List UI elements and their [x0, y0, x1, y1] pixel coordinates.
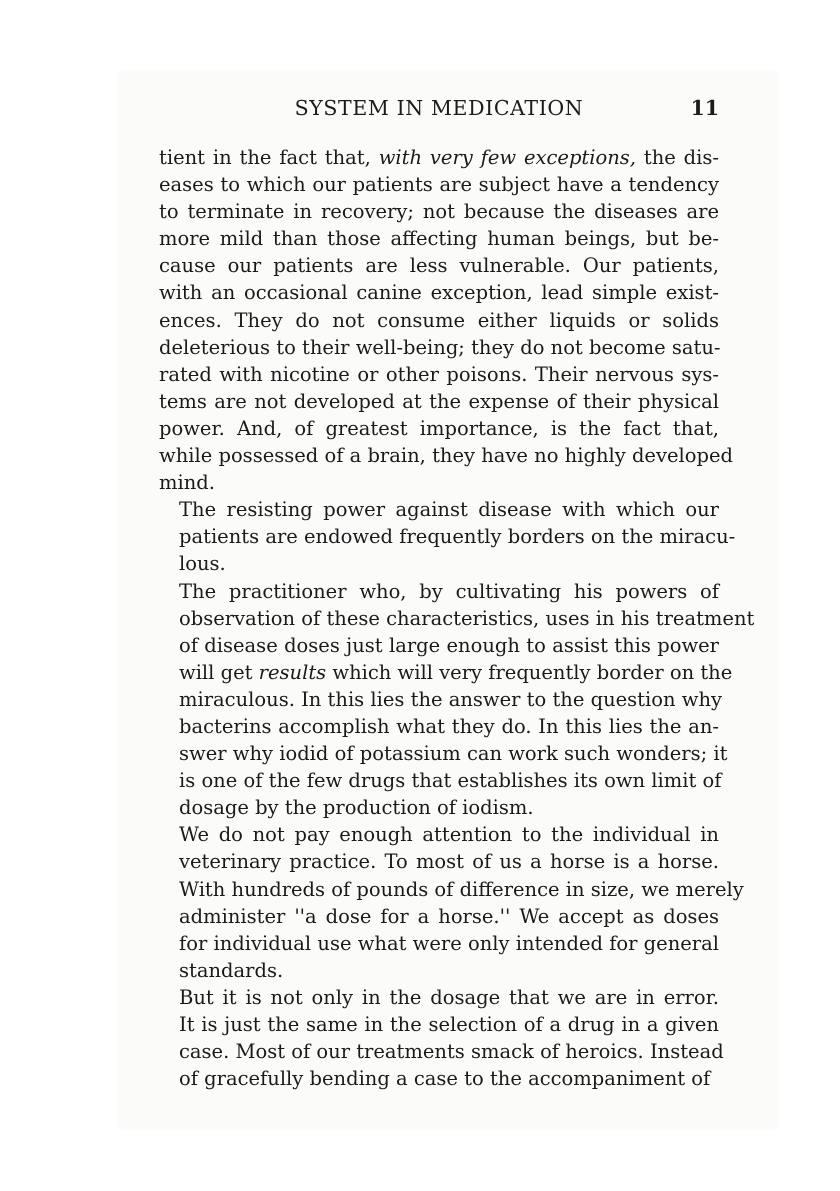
- text-run: dosage by the production of iodism.: [179, 796, 534, 820]
- text-run: deleterious to their well-being; they do not become satu-: [159, 335, 721, 359]
- text-line: [159, 957, 719, 984]
- text-run: swer why iodid of potassium can work such wonders; it: [179, 742, 728, 766]
- text-line: [159, 794, 719, 821]
- paragraph: [159, 821, 744, 984]
- text-run: to terminate in recovery; not because the diseases are: [159, 200, 719, 224]
- text-line: [159, 388, 719, 415]
- body-text: [159, 144, 755, 1092]
- text-run: administer ''a dose for a horse.'' We accept as doses: [179, 904, 719, 928]
- text-run: patients are endowed frequently borders on the miracu-: [179, 525, 736, 549]
- text-line: [159, 361, 719, 388]
- text-line: [159, 984, 719, 1011]
- paragraph: [159, 578, 755, 822]
- text-line: [159, 632, 719, 659]
- text-line: [159, 144, 719, 171]
- text-run: bacterins accomplish what they do. In this lies the an-: [179, 714, 719, 738]
- text-run: The practitioner who, by cultivating his powers of: [179, 579, 719, 603]
- text-line: [159, 821, 719, 848]
- text-run: With hundreds of pounds of difference in size, we merely: [179, 877, 744, 901]
- running-head: SYSTEM IN MEDICATION: [294, 96, 584, 120]
- text-run: the dis-: [636, 146, 719, 169]
- text-line: [159, 550, 719, 577]
- text-line: [159, 740, 728, 767]
- text-line: [159, 523, 736, 550]
- text-line: [159, 605, 755, 632]
- text-run: mind.: [159, 471, 215, 495]
- text-line: [159, 225, 719, 252]
- text-line: [159, 713, 719, 740]
- text-line: [159, 469, 719, 496]
- text-line: [159, 578, 719, 605]
- page-header: [159, 96, 719, 126]
- text-line: [159, 686, 723, 713]
- text-line: [159, 198, 719, 225]
- text-line: [159, 1038, 724, 1065]
- text-run: It is just the same in the selection of a drug in a given: [179, 1013, 719, 1036]
- text-run: But it is not only in the dosage that we are in error.: [179, 985, 719, 1009]
- text-run: is one of the few drugs that establishes its own limit of: [179, 769, 722, 793]
- text-line: [159, 1065, 719, 1092]
- text-run: tient in the fact that,: [159, 146, 379, 169]
- text-line: [159, 307, 719, 334]
- text-run: eases to which our patients are subject have a tendency: [159, 173, 719, 197]
- text-run: case. Most of our treatments smack of heroics. Instead: [179, 1040, 724, 1064]
- text-line: [159, 496, 719, 523]
- text-run: ences. They do not consume either liquids or solids: [159, 308, 719, 332]
- text-line: [159, 903, 719, 930]
- text-run: observation of these characteristics, uses in his treatment: [179, 606, 755, 630]
- text-run: lous.: [179, 552, 226, 576]
- text-line: [159, 848, 719, 875]
- text-line: [159, 659, 733, 686]
- paragraph: [159, 496, 736, 577]
- text-line: [159, 415, 719, 442]
- text-run: of disease doses just large enough to assist this power: [179, 633, 719, 657]
- text-run: The resisting power against disease with which our: [179, 498, 719, 522]
- paragraph: [159, 984, 724, 1092]
- text-run: which will very frequently border on the: [326, 660, 733, 684]
- emphasis-text: with very few exceptions,: [378, 146, 637, 169]
- text-run: rated with nicotine or other poisons. Their nervous sys-: [159, 362, 719, 386]
- emphasis-text: results: [258, 660, 327, 684]
- text-run: of gracefully bending a case to the accompaniment of: [179, 1067, 711, 1091]
- text-run: cause our patients are less vulnerable. Our patients,: [159, 254, 719, 278]
- text-run: We do not pay enough attention to the individual in: [179, 823, 719, 847]
- page-number: 11: [690, 96, 719, 120]
- text-line: [159, 279, 719, 306]
- text-run: standards.: [179, 958, 284, 982]
- text-run: with an occasional canine exception, lead simple exist-: [159, 281, 719, 305]
- text-run: more mild than those affecting human beings, but be-: [159, 227, 719, 251]
- text-line: [159, 930, 719, 957]
- text-run: while possessed of a brain, they have no highly developed: [159, 444, 734, 468]
- text-line: [159, 252, 719, 279]
- text-line: [159, 767, 722, 794]
- text-run: power. And, of greatest importance, is the fact that,: [159, 416, 719, 440]
- text-run: tems are not developed at the expense of their physical: [159, 389, 719, 413]
- paragraph: [159, 144, 734, 496]
- text-run: veterinary practice. To most of us a horse is a horse.: [179, 850, 719, 874]
- text-line: [159, 334, 719, 361]
- text-line: [159, 1011, 719, 1038]
- text-run: will get: [179, 660, 259, 684]
- text-run: for individual use what were only intended for general: [179, 931, 719, 955]
- text-line: [159, 171, 719, 198]
- text-line: [159, 442, 734, 469]
- text-line: [159, 876, 744, 903]
- text-run: miraculous. In this lies the answer to the question why: [179, 687, 723, 711]
